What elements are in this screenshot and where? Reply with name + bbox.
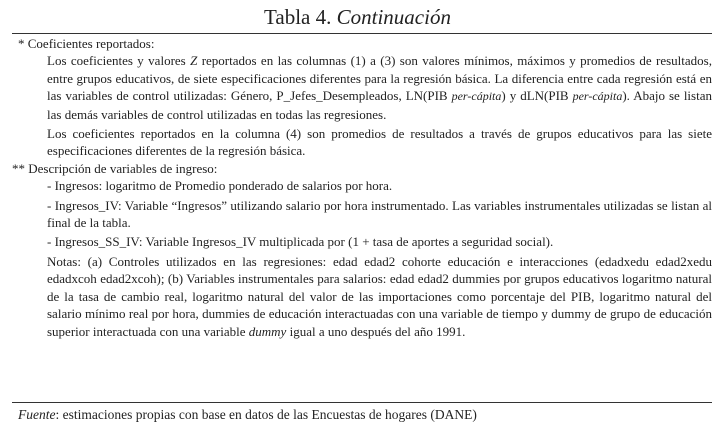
p1-percapita-2: per-cápita [572, 89, 623, 104]
variable-item-ingresos: - Ingresos: logaritmo de Promedio ponderado de salarios por hora. [47, 178, 393, 194]
p1-text-d: ). Abajo se listan las demás variables de control utilizadas en todas las regresiones. [47, 88, 712, 122]
source-text: : estimaciones propias con base en datos de las Encuestas de hogares (DANE) [55, 407, 477, 422]
notes-text-b: igual a uno después del año 1991. [286, 323, 466, 339]
top-rule [12, 33, 712, 34]
table-title [0, 3, 715, 31]
title-continuation: Continuación [336, 5, 451, 29]
p1-text-b: reportados en las columnas (1) a (3) son valores mínimos, máximos y promedios de resultados, entre grupos educativos, de siete especificaciones diferentes para la regresión básica. La diferencia entre cada regresión está en las variables de control utilizadas: Género, P_Jefes_Desempleados, LN(PIB [47, 53, 712, 104]
coefficients-paragraph-1 [12, 52, 712, 123]
variables-heading: ** Descripción de variables de ingreso: [12, 160, 218, 176]
notes-dummy: dummy [248, 323, 287, 339]
variable-item-ingresos-iv: - Ingresos_IV: Variable “Ingresos” utilizando salario por hora instrumentado. Las variables instrumentales utilizadas se listan al final de la tabla. [47, 197, 712, 231]
notes-paragraph [12, 253, 712, 340]
notes-text-a: Notas: (a) Controles utilizados en las regresiones: edad edad2 cohorte educación e interacciones (edadxedu edad2xedu edadxcoh edad2xcoh); (b) Variables instrumentales para salarios: edad edad2 dummies por grupos educativos logaritmo natural de la tasa de cambio real, logaritmo natural del valor de las importaciones como porcentaje del PIB, logaritmo natural del salario mínimo real por hora, dummies de educación interactuadas con una variable de tiempo y dummy de grupo de educación superior interactuada con una variable [47, 253, 712, 339]
p1-text-c: ) y dLN(PIB [501, 88, 573, 104]
p1-z: Z [190, 53, 198, 69]
bottom-rule [12, 402, 712, 403]
variable-item-ingresos-ss-iv: - Ingresos_SS_IV: Variable Ingresos_IV multiplicada por (1 + tasa de aportes a seguridad social). [47, 234, 554, 250]
title-prefix: Tabla 4. [264, 5, 337, 29]
p1-text-a: Los coeficientes y valores [47, 53, 191, 69]
source-label: Fuente [18, 407, 56, 422]
coefficients-paragraph-2: Los coeficientes reportados en la columna (4) son promedios de resultados a través de grupos educativos para las siete especificaciones diferentes de la regresión básica. [47, 126, 712, 159]
source-footer [18, 405, 708, 425]
notes-body [12, 35, 712, 340]
p1-percapita-1: per-cápita [451, 89, 502, 104]
coefficients-heading: * Coeficientes reportados: [18, 36, 155, 51]
